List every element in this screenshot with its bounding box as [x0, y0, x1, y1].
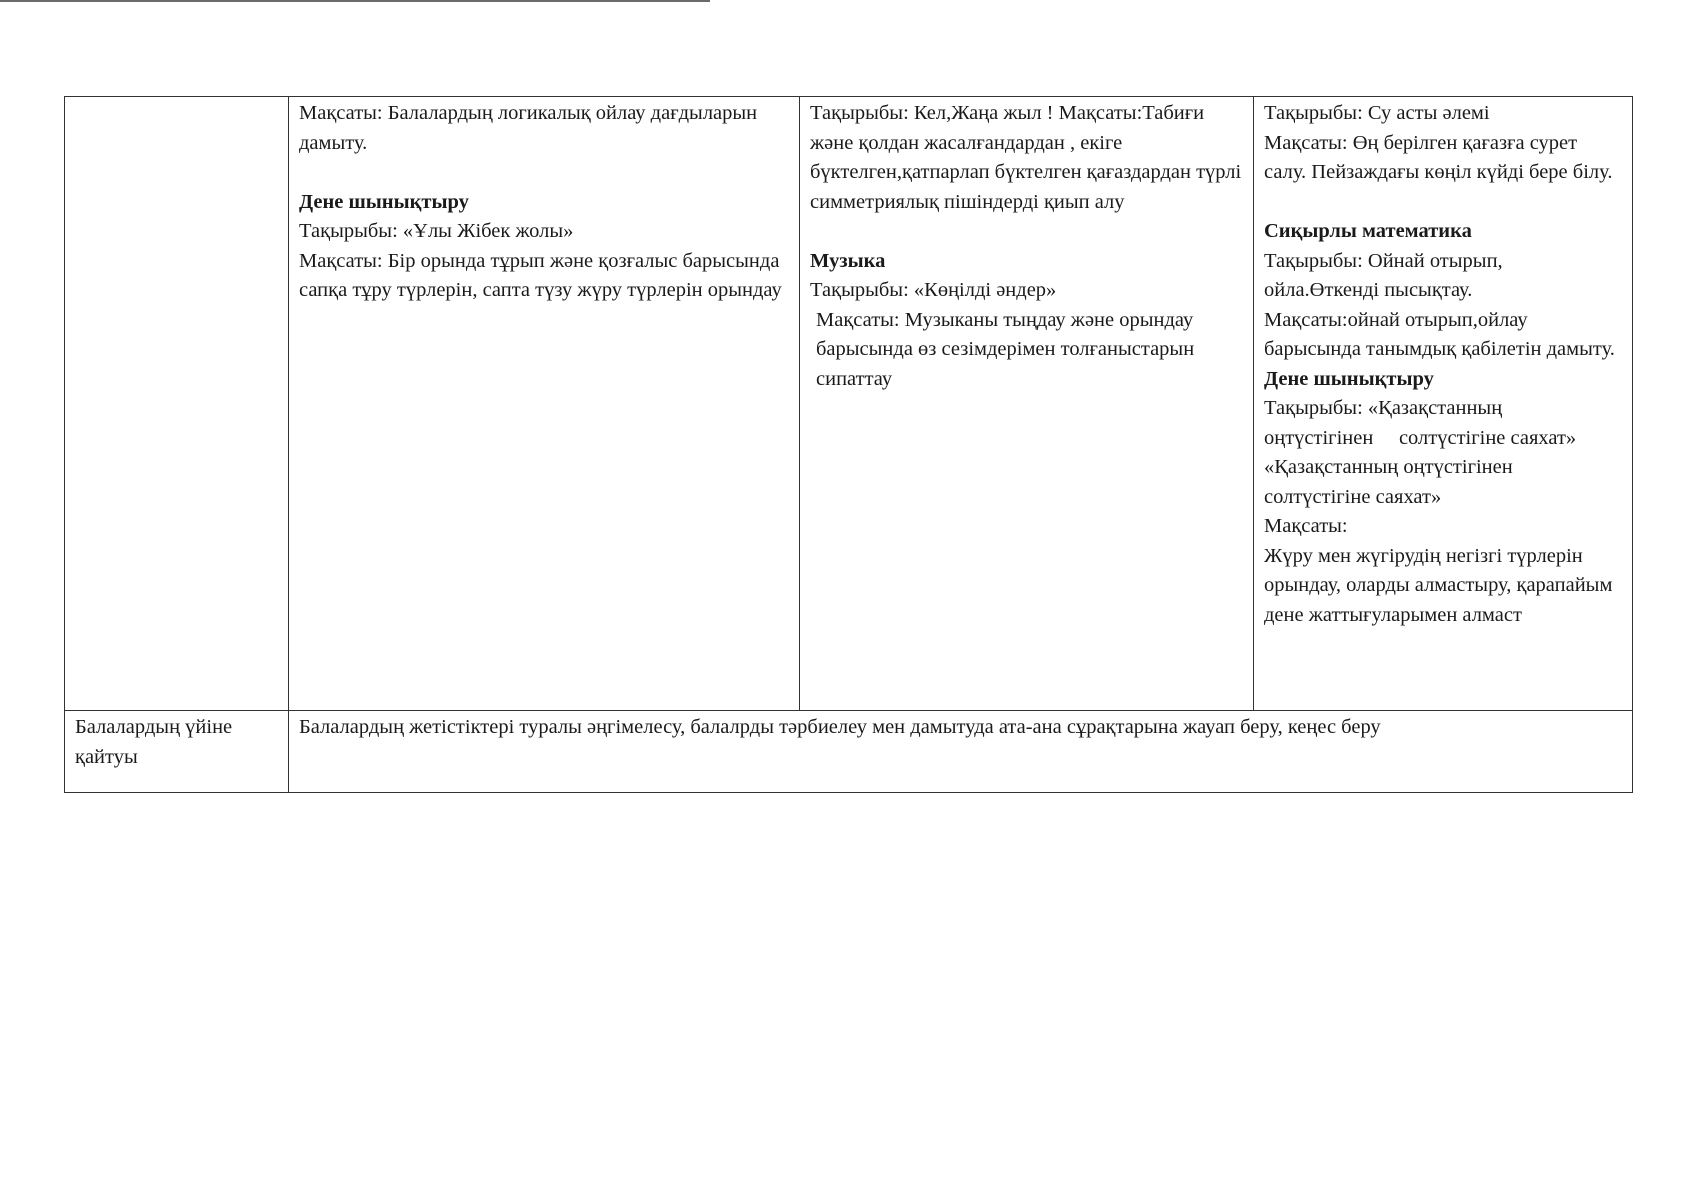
- goal-text: Мақсаты: Музыканы тыңдау және орындау барысында өз сезімдерімен толғаныстарын сипаттау: [816, 308, 1195, 390]
- spacer: [810, 217, 1243, 247]
- table-row: [65, 97, 1633, 711]
- row-content: Балалардың жетістіктері туралы әңгімелесу, балалрды тәрбиелеу мен дамытуда ата-ана сұрақтарына жауап беру, кеңес беру: [299, 716, 1381, 738]
- topic-text: Тақырыбы: Су асты әлемі: [1264, 102, 1490, 124]
- scan-edge-line: [0, 0, 710, 2]
- topic-text: Тақырыбы: Кел,Жаңа жыл ! Мақсаты:Табиғи және қолдан жасалғандардан , екіге бүктелген,қатпарлап бүктелген қағаздардан түрлі симметриялық пішіндерді қиып алу: [810, 102, 1242, 213]
- goal-text: Мақсаты: Балалардың логикалық ойлау дағдыларын дамыту.: [299, 102, 758, 154]
- goal-text: Мақсаты: Өң берілген қағазға сурет салу. Пейзаждағы көңіл күйді бере білу.: [1264, 131, 1613, 183]
- goal-label: Мақсаты:: [1264, 515, 1348, 537]
- day-cell-2: [289, 97, 800, 711]
- spacer: [299, 158, 789, 188]
- goal-text: Мақсаты:ойнай отырып,ойлау барысында танымдық қабілетін дамыту.: [1264, 308, 1615, 360]
- topic-text-repeat: «Қазақстанның оңтүстігінен солтүстігіне саяхат»: [1264, 456, 1513, 508]
- topic-text: Тақырыбы: Ойнай отырып, ойла.Өткенді пысықтау.: [1264, 249, 1503, 301]
- subject-heading: Дене шынықтыру: [299, 190, 469, 213]
- table-row: [65, 711, 1633, 793]
- subject-heading: Сиқырлы математика: [1264, 220, 1472, 242]
- merged-content-cell: [289, 711, 1633, 793]
- subject-heading: Музыка: [810, 249, 886, 272]
- day-cell-3: [800, 97, 1254, 711]
- row-label-cell-empty: [65, 97, 289, 711]
- topic-text: Тақырыбы: «Көңілді әндер»: [810, 279, 1057, 301]
- spacer: [1264, 188, 1622, 218]
- row-label-cell: [65, 711, 289, 793]
- topic-text: Тақырыбы: «Қазақстанның: [1264, 397, 1503, 419]
- goal-text: Жүру мен жүгірудің негізгі түрлерін орындау, оларды алмастыру, қарапайым дене жаттығуларымен алмаст: [1264, 544, 1613, 626]
- day-cell-4: [1254, 97, 1633, 711]
- subject-heading: Дене шынықтыру: [1264, 367, 1434, 390]
- topic-text-continued: оңтүстігінен солтүстігіне саяхат»: [1264, 426, 1577, 449]
- row-label: Балалардың үйіне қайтуы: [75, 716, 233, 768]
- topic-text: Тақырыбы: «Ұлы Жібек жолы»: [299, 220, 574, 242]
- goal-text: Мақсаты: Бір орында тұрып және қозғалыс барысында сапқа тұру түрлерін, сапта түзу жүру түрлерін орындау: [299, 249, 782, 301]
- weekly-plan-table: [64, 96, 1633, 793]
